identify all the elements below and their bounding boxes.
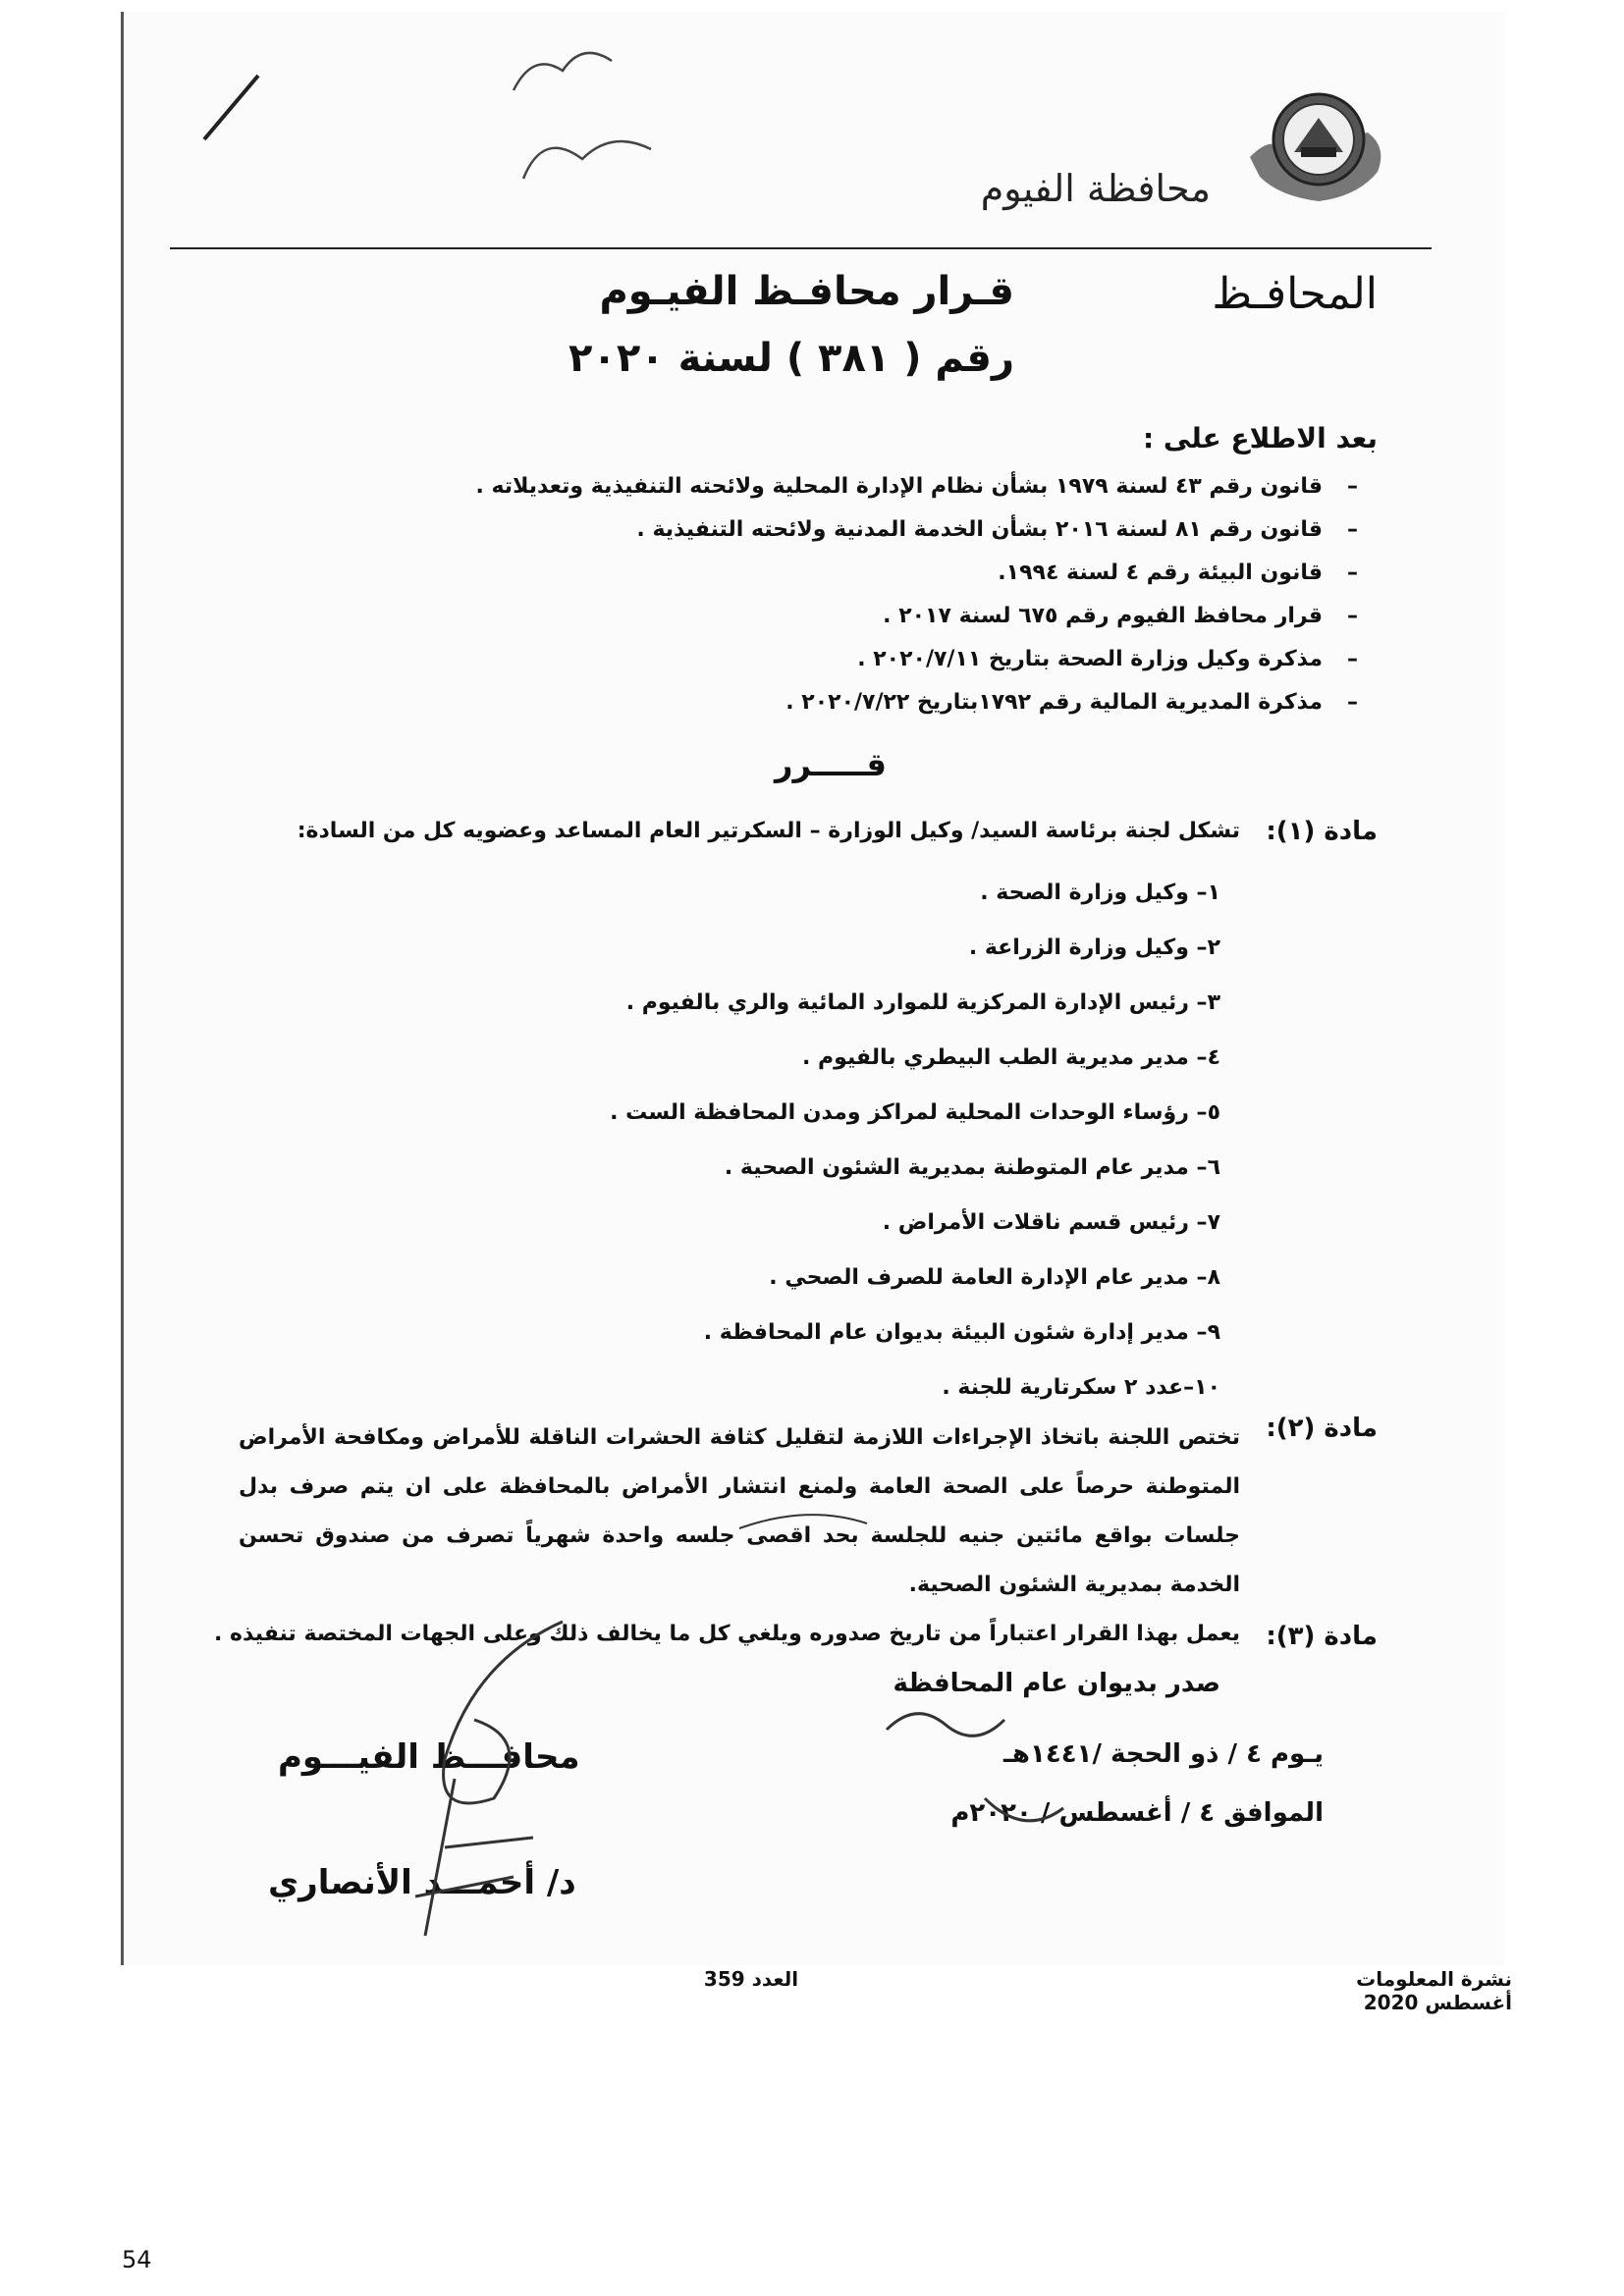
page-number: 54 [122, 2246, 152, 2273]
article-1-text: تشكل لجنة برئاسة السيد/ وكيل الوزارة – السكرتير العام المساعد وعضويه كل من السادة: [297, 819, 1240, 843]
reference-item: –قانون البيئة رقم ٤ لسنة ١٩٩٤. [998, 561, 1358, 585]
member-item: ٤– مدير مديرية الطب البيطري بالفيوم . [802, 1045, 1220, 1070]
member-item: ٥– رؤساء الوحدات المحلية لمراكز ومدن المحافظة الست . [610, 1100, 1220, 1125]
footer-issue: العدد 359 [703, 1967, 799, 1991]
signatory-name: د/ أحمـــد الأنصاري [268, 1863, 576, 1902]
article-3-text: يعمل بهذا القرار اعتباراً من تاريخ صدوره ويلغي كل ما يخالف ذلك وعلى الجهات المختصة تنفيذه . [214, 1622, 1240, 1646]
decision-number: رقم ( ٣٨١ ) لسنة ٢٠٢٠ [568, 336, 1014, 381]
committee-members [610, 866, 1220, 1415]
handwritten-note [514, 53, 651, 179]
scan-edge [121, 12, 124, 1965]
hijri-date: يـوم ٤ / ذو الحجة /١٤٤١هـ [1003, 1739, 1324, 1769]
decision-title: قـرار محافـظ الفيـوم [599, 269, 1014, 314]
issued-at: صدر بديوان عام المحافظة [893, 1669, 1220, 1698]
member-item: ٩– مدير إدارة شئون البيئة بديوان عام المحافظة . [703, 1320, 1220, 1345]
article-3-label: مادة (٣): [1266, 1622, 1378, 1651]
governorate-name: محافظة الفيوم [980, 167, 1211, 210]
reference-list [475, 465, 1358, 724]
member-item: ١– وكيل وزارة الصحة . [980, 881, 1220, 905]
member-item: ٣– رئيس الإدارة المركزية للموارد المائية والري بالفيوم . [625, 990, 1220, 1015]
date-handwriting [887, 1714, 1004, 1736]
footer-publication: نشرة المعلومات أغسطس 2020 [1356, 1967, 1512, 2014]
member-item: ٢– وكيل وزارة الزراعة . [968, 935, 1220, 960]
reference-item: –مذكرة وكيل وزارة الصحة بتاريخ ٢٠٢٠/٧/١١ . [857, 647, 1358, 671]
governorate-emblem [1250, 79, 1387, 216]
member-item: ٨– مدير عام الإدارة العامة للصرف الصحي . [769, 1265, 1220, 1290]
governor-label: المحافـظ [1212, 269, 1378, 319]
member-item: ١٠–عدد ٢ سكرتارية للجنة . [942, 1375, 1220, 1400]
member-item: ٦– مدير عام المتوطنة بمديرية الشئون الصحية . [724, 1155, 1220, 1180]
review-heading: بعد الاطلاع على : [1142, 422, 1378, 454]
gregorian-date: الموافق ٤ / أغسطس / ٢٠٢٠م [950, 1798, 1324, 1828]
reference-item: –قانون رقم ٨١ لسنة ٢٠١٦ بشأن الخدمة المدنية ولائحته التنفيذية . [636, 517, 1358, 542]
scanned-document [121, 12, 1505, 1965]
reference-item: –مذكرة المديرية المالية رقم ١٧٩٢بتاريخ ٢٠٢٠/٧/٢٢ . [785, 690, 1358, 715]
article-1-label: مادة (١): [1266, 817, 1378, 846]
reference-item: –قانون رقم ٤٣ لسنة ١٩٧٩ بشأن نظام الإدارة المحلية ولائحته التنفيذية وتعديلاته . [475, 474, 1358, 499]
article-2-text: تختص اللجنة باتخاذ الإجراءات اللازمة لتقليل كثافة الحشرات الناقلة للأمراض ومكافحة الأمراض المتوطنة حرصاً على الصحة العامة ولمنع انتشار الأمراض بالمحافظة على ان يتم صرف بدل جلسات بواقع مائتين جنيه للجلسة بحد اقصى جلسه واحدة شهرياً تصرف من صندوق تحسن الخدمة بمديرية الشئون الصحية. [239, 1425, 1240, 1597]
pen-slash [204, 76, 258, 139]
signatory-title: محافـــظ الفيـــوم [278, 1737, 580, 1777]
reference-item: –قرار محافظ الفيوم رقم ٦٧٥ لسنة ٢٠١٧ . [883, 604, 1358, 628]
decree-heading: قـــــرر [775, 746, 887, 783]
article-2-label: مادة (٢): [1266, 1414, 1378, 1443]
header-divider [170, 247, 1432, 249]
member-item: ٧– رئيس قسم ناقلات الأمراض . [882, 1210, 1220, 1235]
